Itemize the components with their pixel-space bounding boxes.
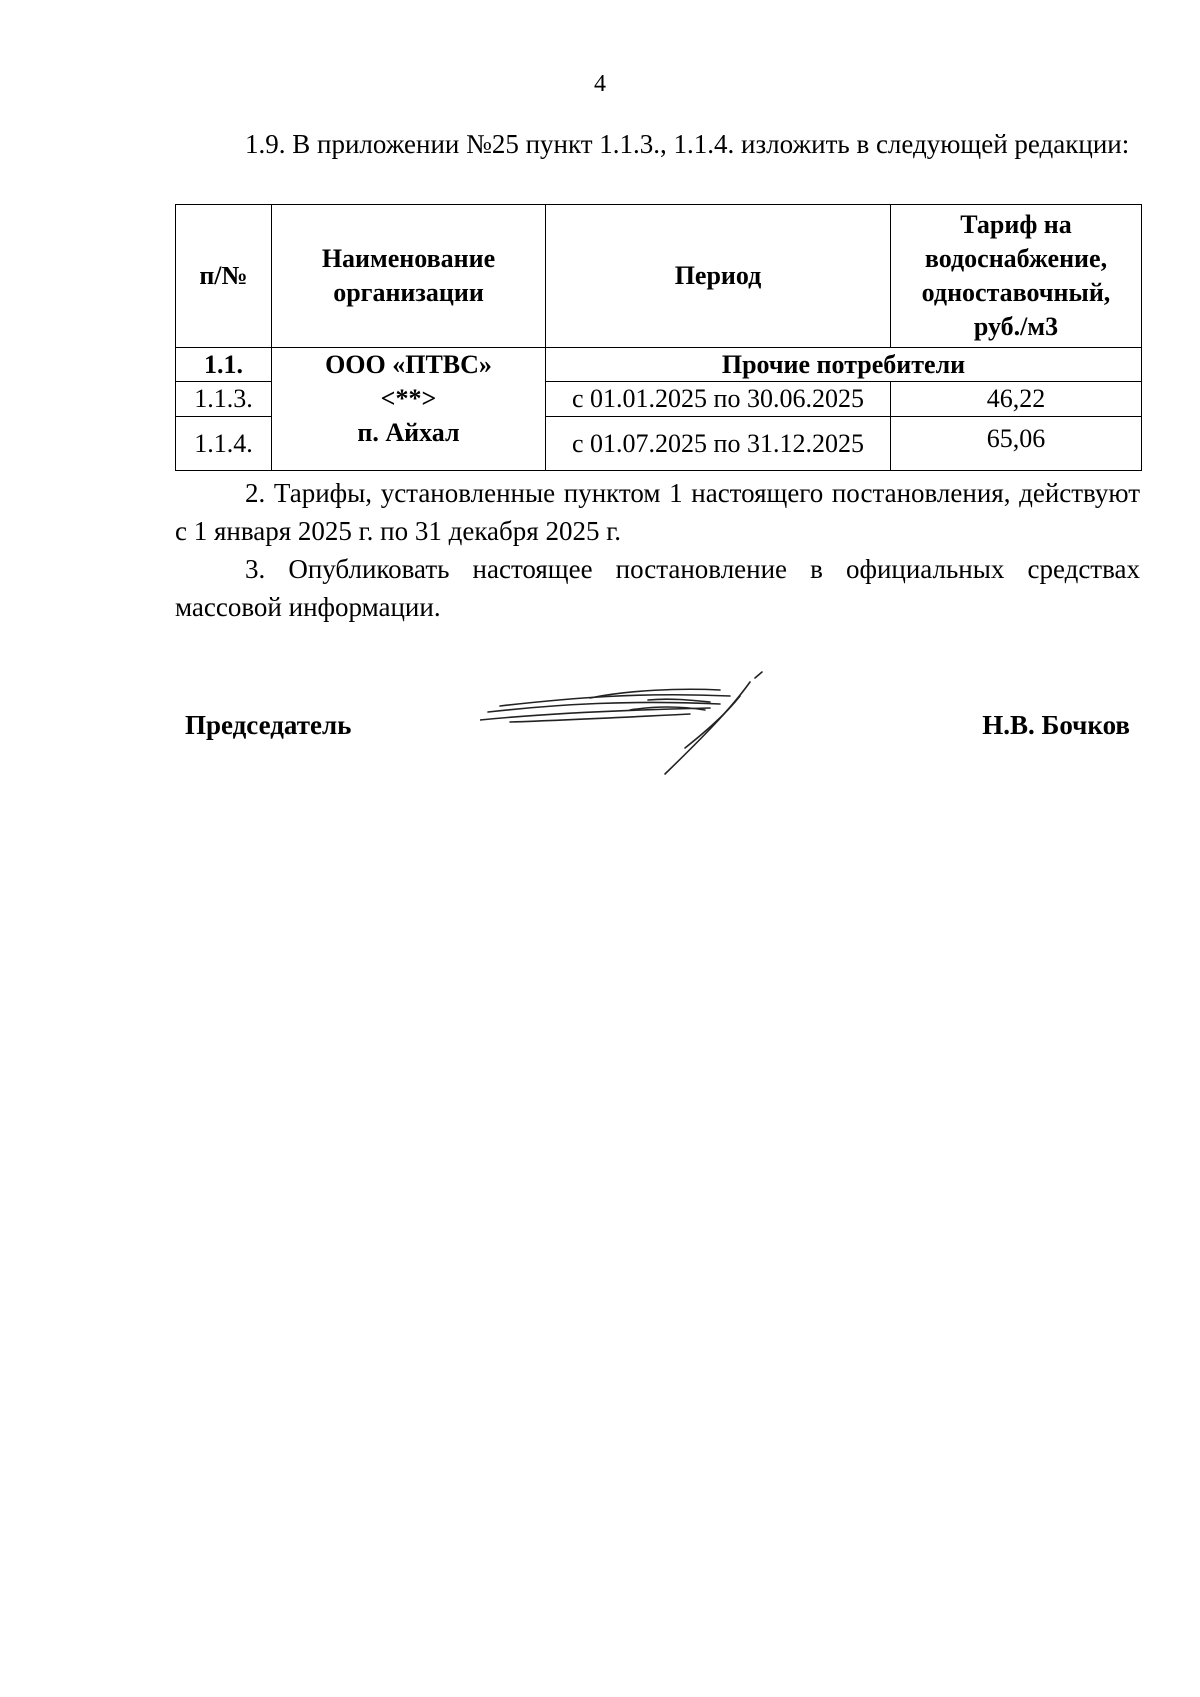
header-organization: Наименование организации [272, 205, 546, 348]
intro-text: 1.9. В приложении №25 пункт 1.1.3., 1.1.4. изложить в следующей редакции: [245, 129, 1130, 159]
row-num: 1.1.4. [176, 417, 272, 471]
organization-name: ООО «ПТВС» [325, 350, 492, 379]
section-row [176, 348, 1142, 382]
section-num: 1.1. [176, 348, 272, 382]
organization-cell [272, 348, 546, 471]
row-period: с 01.01.2025 по 30.06.2025 [546, 382, 891, 417]
intro-paragraph [175, 125, 1140, 163]
closing-paragraphs [175, 474, 1140, 626]
paragraph-publish: 3. Опубликовать настоящее постановление в официальных средствах массовой информации. [175, 554, 1140, 622]
row-tariff: 65,06 [891, 417, 1142, 471]
row-period: с 01.07.2025 по 31.12.2025 [546, 417, 891, 471]
row-num: 1.1.3. [176, 382, 272, 417]
signature-block [185, 710, 1130, 750]
table-header-row [176, 205, 1142, 348]
page-number: 4 [594, 71, 606, 97]
section-category: Прочие потребители [546, 348, 1142, 382]
header-tariff: Тариф на водоснабжение, одноставочный, руб./м3 [891, 205, 1142, 348]
organization-place: п. Айхал [357, 418, 460, 447]
organization-mark: <**> [380, 384, 437, 413]
paragraph-tariffs-period: 2. Тарифы, установленные пунктом 1 настоящего постановления, действуют с 1 января 2025 г. по 31 декабря 2025 г. [175, 478, 1140, 546]
header-num: п/№ [176, 205, 272, 348]
signature-name: Н.В. Бочков [982, 710, 1130, 740]
tariff-table [175, 204, 1142, 471]
signature-title: Председатель [185, 710, 352, 740]
row-tariff: 46,22 [891, 382, 1142, 417]
header-period: Период [546, 205, 891, 348]
